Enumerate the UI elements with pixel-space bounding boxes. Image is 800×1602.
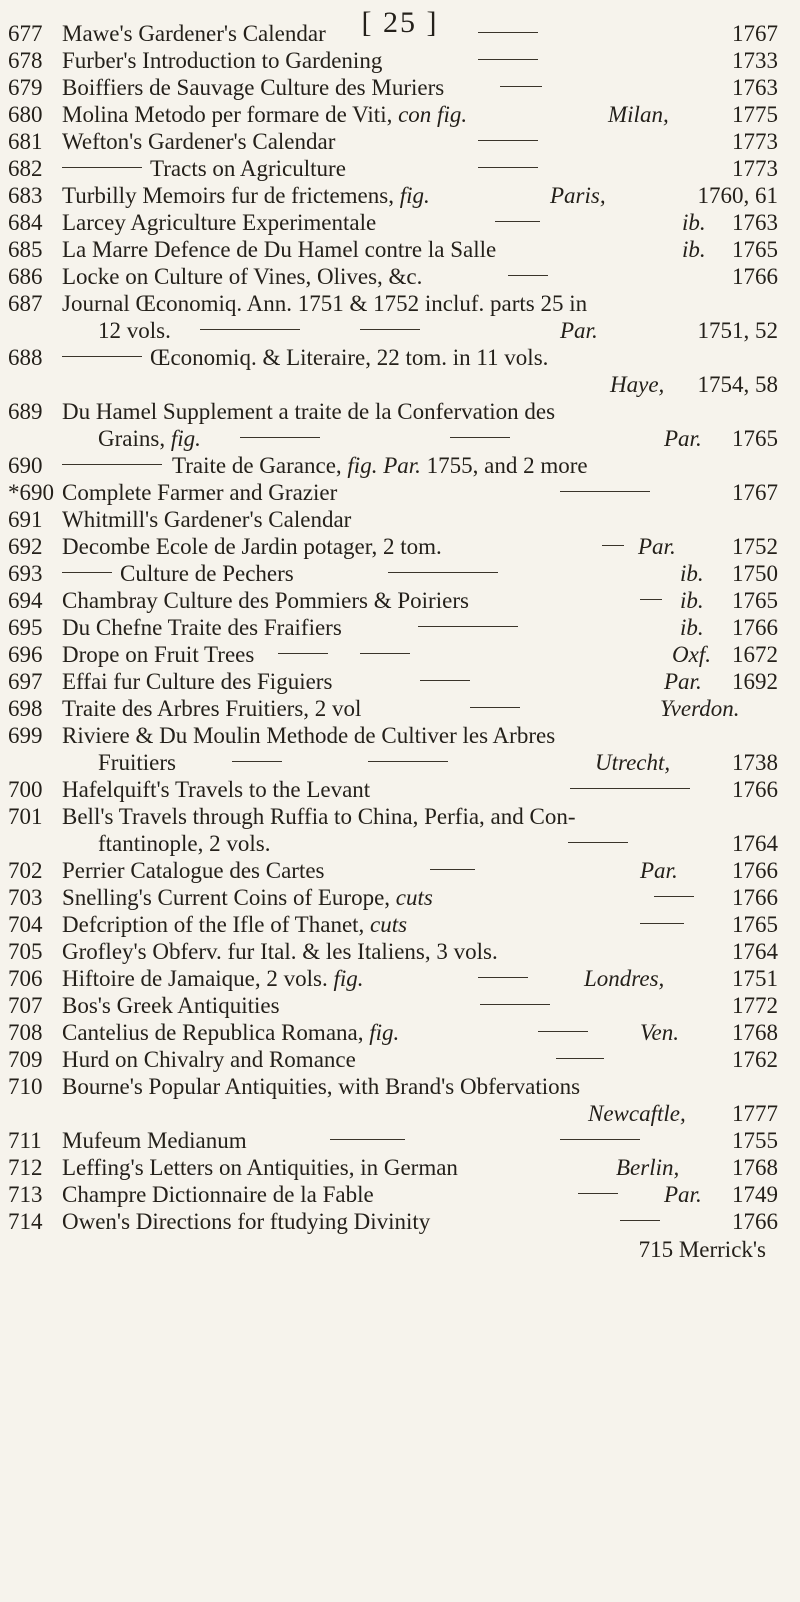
entry-title: Larcey Agriculture Experimentale [62, 210, 377, 235]
entry-title: Mufeum Medianum [62, 1128, 247, 1153]
entry-number: 681 [8, 129, 43, 154]
entry-title: La Marre Defence de Du Hamel contre la Salle [62, 237, 497, 262]
entry-year: 1733 [732, 48, 778, 73]
entry-number: 710 [8, 1074, 43, 1099]
ditto-dash [62, 464, 162, 465]
entry-title: Champre Dictionnaire de la Fable [62, 1182, 374, 1207]
leader-dash [420, 680, 470, 681]
entry-year: 1773 [732, 156, 778, 181]
entry-title: Œconomiq. & Literaire, 22 tom. in 11 vols. [150, 345, 549, 370]
entry-title: Culture de Pechers [120, 561, 294, 586]
leader-dash [560, 1139, 640, 1140]
entry-number: 713 [8, 1182, 43, 1207]
entry-year: 1764 [732, 831, 778, 856]
entry-place: Par. [664, 1182, 702, 1207]
entry-year: 1762 [732, 1047, 778, 1072]
entry-number: 695 [8, 615, 43, 640]
page-number: [ 25 ] [361, 6, 439, 39]
entry-title: Bell's Travels through Ruffia to China, Perfia, and Con- [62, 804, 576, 829]
entry-place: Ven. [640, 1020, 679, 1045]
leader-dash [478, 977, 528, 978]
entry-place: Par. [664, 669, 702, 694]
leader-dash [654, 896, 694, 897]
entry-place: Paris, [550, 183, 606, 208]
leader-dash [470, 707, 520, 708]
entry-number: 703 [8, 885, 43, 910]
entry-place: Par. [640, 858, 678, 883]
entry-number: 680 [8, 102, 43, 127]
entry-year: 1777 [732, 1101, 778, 1126]
entry-title: Wefton's Gardener's Calendar [62, 129, 336, 154]
entry-place: Yverdon. [660, 696, 740, 721]
entry-year: 1773 [732, 129, 778, 154]
entry-year: 1766 [732, 264, 778, 289]
leader-dash [430, 869, 475, 870]
entry-year: 1760, 61 [697, 183, 778, 208]
entry-title: Hiftoire de Jamaique, 2 vols. fig. [62, 966, 364, 991]
leader-dash [278, 653, 328, 654]
entry-year: 1672 [732, 642, 778, 667]
entry-number: 692 [8, 534, 43, 559]
entry-title-continuation: 12 vols. [98, 318, 171, 343]
leader-dash [495, 221, 540, 222]
entry-year: 1692 [732, 669, 778, 694]
leader-dash [418, 626, 518, 627]
entry-title-continuation: ftantinople, 2 vols. [98, 831, 271, 856]
entry-title: Bos's Greek Antiquities [62, 993, 280, 1018]
entry-title: Cantelius de Republica Romana, fig. [62, 1020, 400, 1045]
entry-year: 1763 [732, 210, 778, 235]
entry-title: Traite de Garance, fig. Par. 1755, and 2 more [172, 453, 588, 478]
entry-number: 706 [8, 966, 43, 991]
entry-number: 685 [8, 237, 43, 262]
entry-place: ib. [680, 561, 704, 586]
entry-title-continuation: Grains, fig. [98, 426, 201, 451]
entry-number: 711 [8, 1128, 42, 1153]
entry-year: 1749 [732, 1182, 778, 1207]
entry-title: Snelling's Current Coins of Europe, cuts [62, 885, 433, 910]
entry-title: Owen's Directions for ftudying Divinity [62, 1209, 431, 1234]
entry-title: Defcription of the Ifle of Thanet, cuts [62, 912, 408, 937]
entry-place: Oxf. [672, 642, 711, 667]
entry-title: Boiffiers de Sauvage Culture des Muriers [62, 75, 445, 100]
entry-title: Turbilly Memoirs fur de frictemens, fig. [62, 183, 430, 208]
entry-year: 1766 [732, 885, 778, 910]
entry-year: 1765 [732, 426, 778, 451]
leader-dash [570, 788, 690, 789]
leader-dash [360, 653, 410, 654]
entry-title: Hurd on Chivalry and Romance [62, 1047, 356, 1072]
entry-number: 694 [8, 588, 43, 613]
entry-number: 682 [8, 156, 43, 181]
entry-title: Journal Œconomiq. Ann. 1751 & 1752 incluf. parts 25 in [62, 291, 588, 316]
entry-place: Utrecht, [595, 750, 671, 775]
leader-dash [560, 491, 650, 492]
leader-dash [330, 1139, 405, 1140]
leader-dash [450, 437, 510, 438]
entry-title: Perrier Catalogue des Cartes [62, 858, 325, 883]
entry-number: 696 [8, 642, 43, 667]
entry-year: 1751 [732, 966, 778, 991]
entry-title: Mawe's Gardener's Calendar [62, 21, 326, 46]
entry-number: 714 [8, 1209, 43, 1234]
entry-number: 677 [8, 21, 43, 46]
entry-place: ib. [682, 210, 706, 235]
entry-number: *690 [8, 480, 54, 505]
entry-number: 712 [8, 1155, 43, 1180]
leader-dash [508, 275, 548, 276]
entry-number: 701 [8, 804, 43, 829]
leader-dash [556, 1058, 604, 1059]
entry-place: Newcaftle, [588, 1101, 686, 1126]
entry-title-continuation: Fruitiers [98, 750, 176, 775]
entry-title: Chambray Culture des Pommiers & Poiriers [62, 588, 469, 613]
entry-title: Drope on Fruit Trees [62, 642, 255, 667]
entry-number: 705 [8, 939, 43, 964]
leader-dash [602, 545, 624, 546]
entry-year: 1754, 58 [697, 372, 778, 397]
entry-title: Bourne's Popular Antiquities, with Brand's Obfervations [62, 1074, 581, 1099]
entry-number: 683 [8, 183, 43, 208]
entry-year: 1766 [732, 858, 778, 883]
entry-place: Londres, [584, 966, 665, 991]
entry-year: 1750 [732, 561, 778, 586]
entry-year: 1751, 52 [697, 318, 778, 343]
entry-title: Riviere & Du Moulin Methode de Cultiver les Arbres [62, 723, 556, 748]
entry-year: 1768 [732, 1020, 778, 1045]
entry-number: 708 [8, 1020, 43, 1045]
entry-number: 687 [8, 291, 43, 316]
entry-number: 699 [8, 723, 43, 748]
entry-title: Traite des Arbres Fruitiers, 2 vol [62, 696, 362, 721]
entry-place: Haye, [610, 372, 665, 397]
entry-year: 1765 [732, 237, 778, 262]
leader-dash [640, 599, 662, 600]
leader-dash [232, 761, 282, 762]
entry-title: Leffing's Letters on Antiquities, in German [62, 1155, 458, 1180]
leader-dash [388, 572, 498, 573]
leader-dash [200, 329, 300, 330]
entry-year: 1766 [732, 777, 778, 802]
leader-dash [360, 329, 420, 330]
entry-number: 697 [8, 669, 43, 694]
entry-title: Hafelquift's Travels to the Levant [62, 777, 371, 802]
entry-number: 709 [8, 1047, 43, 1072]
entry-year: 1765 [732, 588, 778, 613]
entry-year: 1766 [732, 615, 778, 640]
entry-year: 1738 [732, 750, 778, 775]
entry-year: 1772 [732, 993, 778, 1018]
leader-dash [620, 1220, 660, 1221]
entry-year: 1763 [732, 75, 778, 100]
entry-number: 684 [8, 210, 43, 235]
entry-place: ib. [682, 237, 706, 262]
leader-dash [478, 32, 538, 33]
leader-dash [480, 1004, 550, 1005]
entry-number: 707 [8, 993, 43, 1018]
entry-place: ib. [680, 615, 704, 640]
entry-number: 700 [8, 777, 43, 802]
entry-title: Effai fur Culture des Figuiers [62, 669, 333, 694]
entry-year: 1765 [732, 912, 778, 937]
leader-dash [478, 140, 538, 141]
entry-title: Whitmill's Gardener's Calendar [62, 507, 352, 532]
entry-year: 1752 [732, 534, 778, 559]
entry-year: 1764 [732, 939, 778, 964]
entry-number: 698 [8, 696, 43, 721]
entry-year: 1755 [732, 1128, 778, 1153]
entry-title: Furber's Introduction to Gardening [62, 48, 383, 73]
leader-dash [478, 167, 538, 168]
leader-dash [538, 1031, 588, 1032]
leader-dash [478, 59, 538, 60]
entry-title: Du Chefne Traite des Fraifiers [62, 615, 342, 640]
entry-place: Milan, [608, 102, 669, 127]
ditto-dash [62, 572, 112, 573]
entry-number: 702 [8, 858, 43, 883]
entry-number: 689 [8, 399, 43, 424]
entry-number: 686 [8, 264, 43, 289]
entry-number: 704 [8, 912, 43, 937]
entry-place: ib. [680, 588, 704, 613]
entry-place: Par. [560, 318, 598, 343]
entry-number: 679 [8, 75, 43, 100]
entry-year: 1768 [732, 1155, 778, 1180]
leader-dash [500, 86, 542, 87]
entry-year: 1767 [732, 480, 778, 505]
entry-title: Locke on Culture of Vines, Olives, &c. [62, 264, 423, 289]
entry-number: 691 [8, 507, 43, 532]
entry-number: 693 [8, 561, 43, 586]
leader-dash [368, 761, 448, 762]
entry-number: 678 [8, 48, 43, 73]
entry-title: Decombe Ecole de Jardin potager, 2 tom. [62, 534, 442, 559]
leader-dash [578, 1193, 618, 1194]
entry-year: 1766 [732, 1209, 778, 1234]
entry-place: Par. [664, 426, 702, 451]
entry-title: Tracts on Agriculture [150, 156, 346, 181]
leader-dash [568, 842, 628, 843]
entry-title: Molina Metodo per formare de Viti, con fig. [62, 102, 468, 127]
ditto-dash [62, 356, 142, 357]
ditto-dash [62, 167, 142, 168]
entry-title: Grofley's Obferv. fur Ital. & les Italiens, 3 vols. [62, 939, 498, 964]
entry-number: 688 [8, 345, 43, 370]
entry-place: Berlin, [616, 1155, 680, 1180]
entry-title: Complete Farmer and Grazier [62, 480, 338, 505]
entry-place: Par. [638, 534, 676, 559]
entry-title: Du Hamel Supplement a traite de la Confervation des [62, 399, 556, 424]
entry-number: 690 [8, 453, 43, 478]
entry-year: 1775 [732, 102, 778, 127]
leader-dash [640, 923, 684, 924]
leader-dash [240, 437, 320, 438]
catchword: 715 Merrick's [638, 1237, 766, 1262]
entry-year: 1767 [732, 21, 778, 46]
